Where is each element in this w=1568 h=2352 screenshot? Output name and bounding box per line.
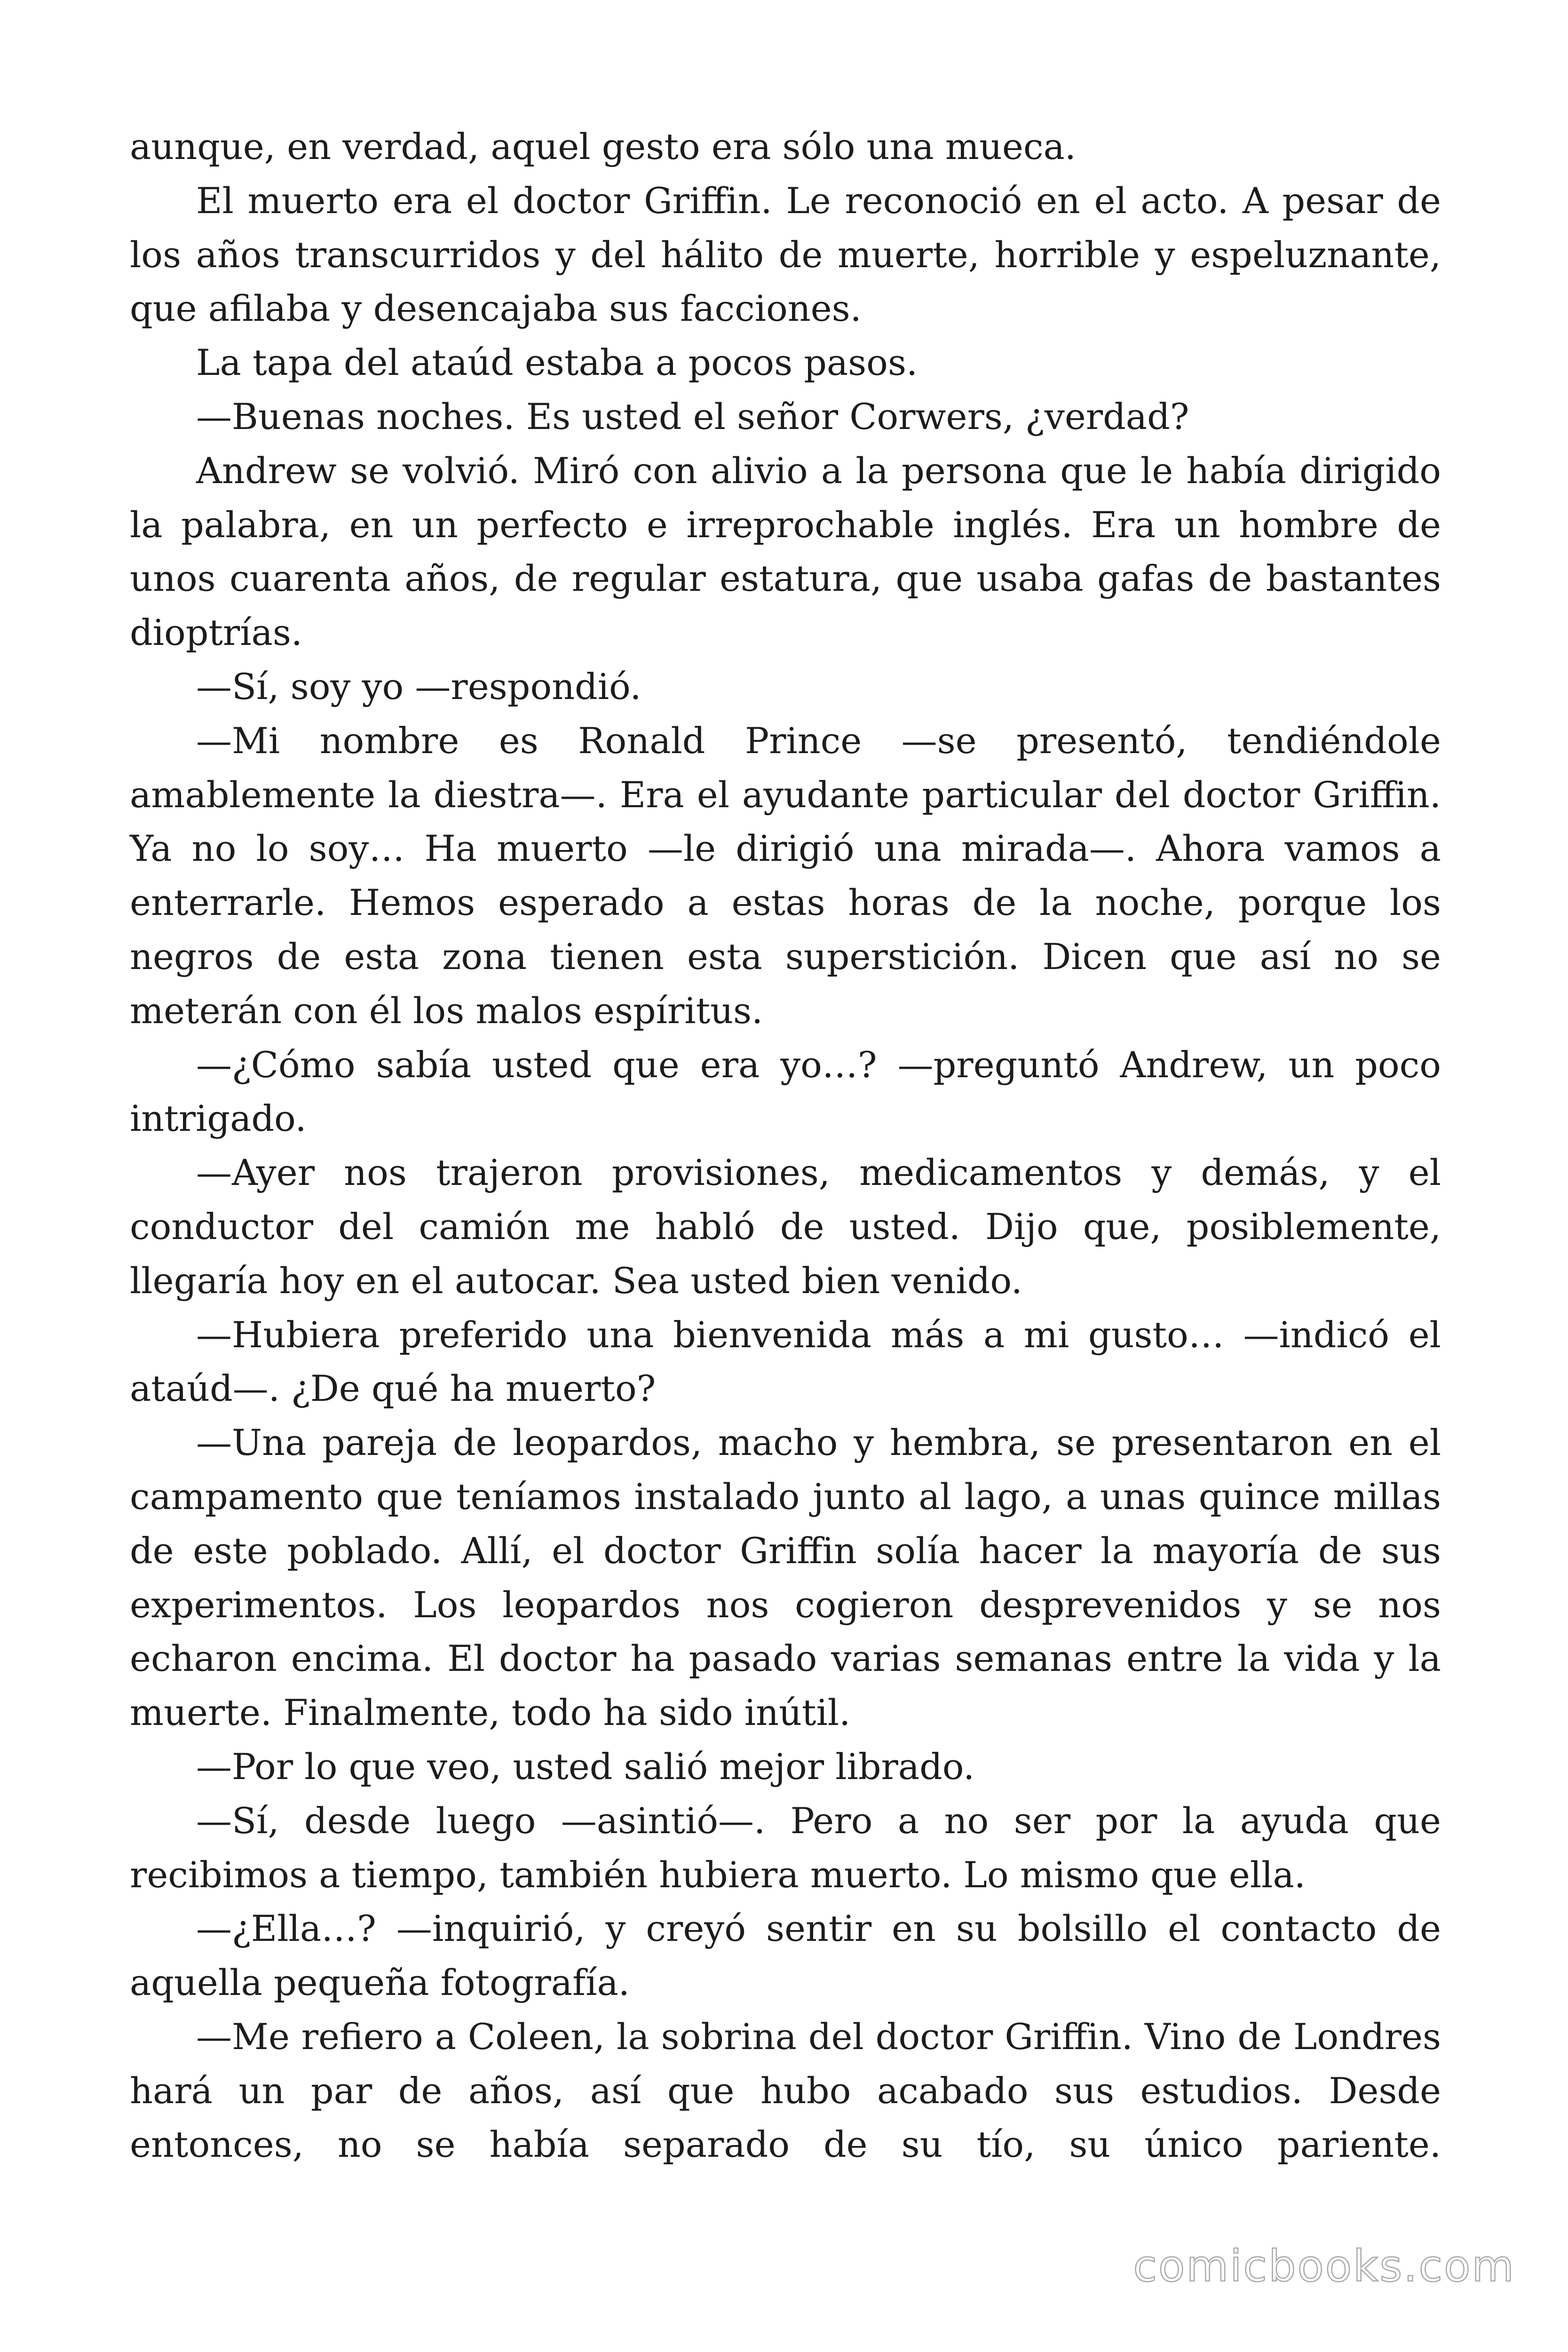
watermark: comicbooks.com [1133, 2241, 1515, 2291]
dialogue-paragraph: —Ayer nos trajeron provisiones, medicamentos y demás, y el conductor del camión me habló de usted. Dijo que, posiblemente, llegaría hoy en el autocar. Sea usted bien venido. [130, 1152, 1441, 1302]
dialogue-paragraph: —¿Ella…? —inquirió, y creyó sentir en su bolsillo el contacto de aquella pequeña fotografía. [130, 1907, 1441, 2004]
dialogue-paragraph: —Buenas noches. Es usted el señor Corwers, ¿verdad? [196, 395, 1189, 437]
paragraph-continuation: aunque, en verdad, aquel gesto era sólo una mueca. [130, 126, 1076, 167]
dialogue-paragraph: —Sí, soy yo —respondió. [196, 665, 641, 707]
dialogue-paragraph: —Por lo que veo, usted salió mejor librado. [196, 1745, 975, 1788]
dialogue-paragraph: —Mi nombre es Ronald Prince —se presentó, tendiéndole amablemente la diestra—. Era el ayudante particular del doctor Griffin. Ya no lo soy… Ha muerto —le dirigió una mirada—. Ahora vamos a enterrarle. Hemos esperado a estas horas de la noche, porque los negros de esta zona tienen esta superstición. Dicen que así no se meterán con él los malos espíritus. [130, 719, 1441, 1032]
paragraph: El muerto era el doctor Griffin. Le reconoció en el acto. A pesar de los años transcurridos y del hálito de muerte, horrible y espeluznante, que afilaba y desencajaba sus facciones. [130, 179, 1441, 330]
dialogue-paragraph: —Una pareja de leopardos, macho y hembra, se presentaron en el campamento que teníamos instalado junto al lago, a unas quince millas de este poblado. Allí, el doctor Griffin solía hacer la mayoría de sus experimentos. Los leopardos nos cogieron desprevenidos y se nos echaron encima. El doctor ha pasado varias semanas entre la vida y la muerte. Finalmente, todo ha sido inútil. [130, 1422, 1441, 1734]
dialogue-paragraph: —Hubiera preferido una bienvenida más a mi gusto… —indicó el ataúd—. ¿De qué ha muerto? [130, 1313, 1441, 1410]
dialogue-paragraph: —Me refiero a Coleen, la sobrina del doctor Griffin. Vino de Londres hará un par de años, así que hubo acabado sus estudios. Desde entonces, no se había separado de su tío, su único pariente. [130, 2015, 1441, 2166]
paragraph: Andrew se volvió. Miró con alivio a la persona que le había dirigido la palabra, en un perfecto e irreprochable inglés. Era un hombre de unos cuarenta años, de regular estatura, que usaba gafas de bastantes dioptrías. [130, 449, 1441, 654]
paragraph: La tapa del ataúd estaba a pocos pasos. [196, 342, 918, 384]
page-body [130, 120, 1441, 2172]
dialogue-paragraph: —Sí, desde luego —asintió—. Pero a no ser por la ayuda que recibimos a tiempo, también hubiera muerto. Lo mismo que ella. [130, 1799, 1441, 1896]
dialogue-paragraph: —¿Cómo sabía usted que era yo…? —preguntó Andrew, un poco intrigado. [130, 1043, 1441, 1140]
